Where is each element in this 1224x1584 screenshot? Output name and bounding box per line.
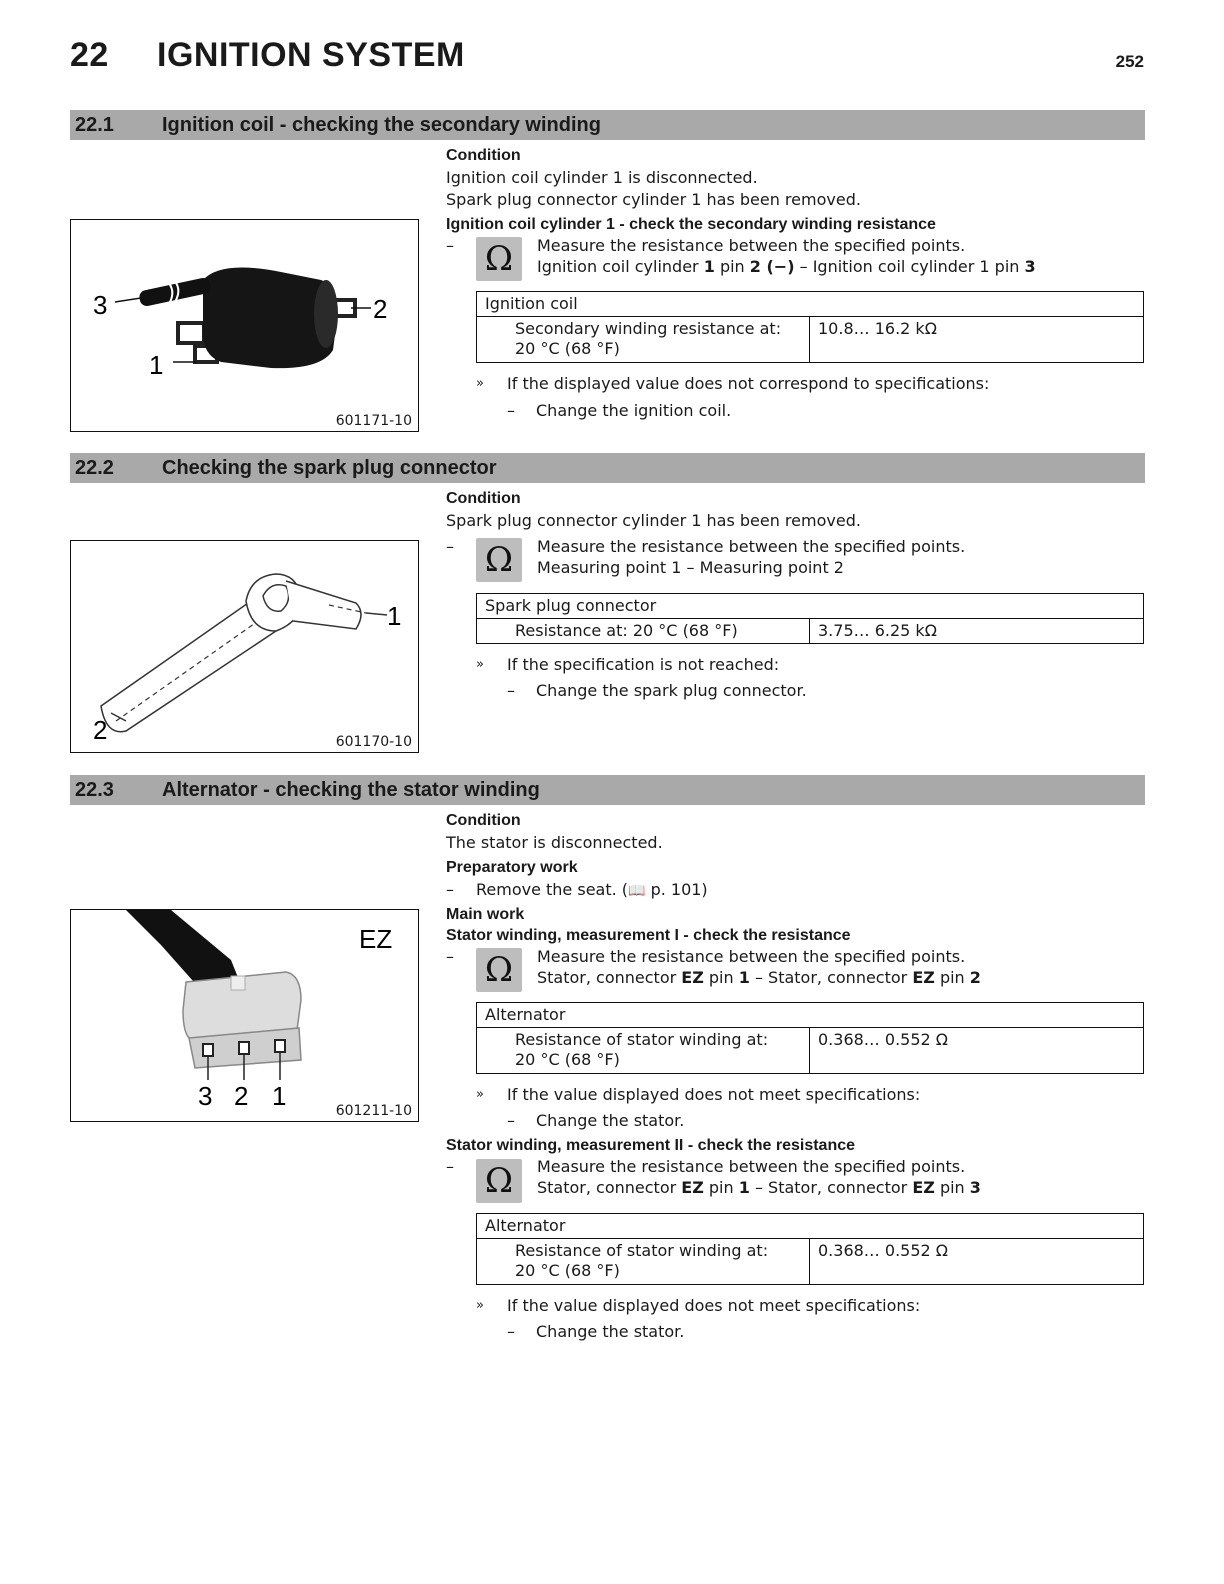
spec-table-header: Alternator [477, 1214, 1144, 1239]
action-text: Change the stator. [536, 1111, 685, 1130]
spec-table [476, 1213, 1144, 1285]
pin-2-label: 2 [234, 1081, 249, 1111]
ignition-coil-illustration [71, 220, 418, 431]
figure-code: 601170-10 [335, 734, 412, 750]
action-dash: – [507, 1111, 515, 1130]
condition-heading: Condition [446, 147, 521, 164]
stator-connector-illustration [71, 910, 418, 1121]
condition-line: The stator is disconnected. [446, 833, 663, 852]
condition-if: If the value displayed does not meet specifications: [507, 1085, 921, 1104]
figure-code: 601171-10 [335, 413, 412, 429]
spec-table-header: Alternator [477, 1003, 1144, 1028]
condition-heading: Condition [446, 812, 521, 829]
spec-table-header: Ignition coil [477, 292, 1144, 317]
callout-2: 2 [93, 715, 108, 745]
section-header-22-1 [70, 110, 1145, 140]
spec-label: Resistance of stator winding at: 20 °C (68 °F) [477, 1239, 810, 1285]
prep-dash: – [446, 880, 454, 899]
preparatory-heading: Preparatory work [446, 859, 578, 876]
condition-heading: Condition [446, 490, 521, 507]
callout-2: 2 [373, 294, 388, 324]
step-dash: – [446, 947, 454, 966]
section-number: 22.3 [75, 779, 114, 801]
ohmmeter-icon: Ω [476, 948, 522, 992]
measure-points: Stator, connector EZ pin 1 – Stator, connector EZ pin 2 [537, 968, 981, 987]
step-heading: Stator winding, measurement II - check the resistance [446, 1137, 856, 1154]
section-title: Checking the spark plug connector [162, 457, 497, 479]
action-text: Change the stator. [536, 1322, 685, 1341]
chapter-number: 22 [70, 36, 109, 74]
action-dash: – [507, 401, 515, 420]
action-dash: – [507, 1322, 515, 1341]
step-dash: – [446, 1157, 454, 1176]
callout-1: 1 [149, 350, 164, 380]
condition-line: Spark plug connector cylinder 1 has been removed. [446, 511, 861, 530]
bullet-marker: » [476, 657, 484, 672]
spec-value: 0.368… 0.552 Ω [810, 1239, 1144, 1285]
measure-points: Measuring point 1 – Measuring point 2 [537, 558, 844, 577]
condition-if: If the value displayed does not meet specifications: [507, 1296, 921, 1315]
prep-step: Remove the seat. (📖 p. 101) [476, 880, 708, 899]
chapter-title: IGNITION SYSTEM [157, 36, 465, 74]
step-heading: Stator winding, measurement I - check the resistance [446, 927, 851, 944]
section-header-22-3 [70, 775, 1145, 805]
pin-1-label: 1 [272, 1081, 287, 1111]
action-dash: – [507, 681, 515, 700]
spec-table [476, 1002, 1144, 1074]
page-reference[interactable]: p. 101) [650, 880, 708, 899]
ignition-coil-figure [70, 219, 419, 432]
connector-label: EZ [359, 924, 393, 954]
page-number: 252 [1115, 52, 1144, 71]
spec-value: 0.368… 0.552 Ω [810, 1028, 1144, 1074]
spec-value: 3.75… 6.25 kΩ [810, 619, 1144, 644]
bullet-marker: » [476, 1087, 484, 1102]
condition-line: Spark plug connector cylinder 1 has been removed. [446, 190, 861, 209]
spec-table-header: Spark plug connector [477, 594, 1144, 619]
section-title: Ignition coil - checking the secondary winding [162, 114, 601, 136]
measure-instruction: Measure the resistance between the specified points. [537, 1157, 966, 1176]
step-dash: – [446, 236, 454, 255]
figure-code: 601211-10 [335, 1103, 412, 1119]
section-number: 22.1 [75, 114, 114, 136]
callout-1: 1 [387, 601, 402, 631]
step-dash: – [446, 537, 454, 556]
pin-3-label: 3 [198, 1081, 213, 1111]
main-work-heading: Main work [446, 906, 525, 923]
condition-if: If the displayed value does not correspond to specifications: [507, 374, 990, 393]
action-text: Change the spark plug connector. [536, 681, 807, 700]
spec-value: 10.8… 16.2 kΩ [810, 317, 1144, 363]
measure-points: Stator, connector EZ pin 1 – Stator, connector EZ pin 3 [537, 1178, 981, 1197]
spec-label: Resistance of stator winding at: 20 °C (68 °F) [477, 1028, 810, 1074]
condition-if: If the specification is not reached: [507, 655, 780, 674]
section-header-22-2 [70, 453, 1145, 483]
spark-plug-connector-illustration [71, 541, 418, 752]
measure-instruction: Measure the resistance between the specified points. [537, 947, 966, 966]
spec-table [476, 593, 1144, 644]
callout-3: 3 [93, 290, 108, 320]
ohmmeter-icon: Ω [476, 237, 522, 281]
condition-line: Ignition coil cylinder 1 is disconnected. [446, 168, 758, 187]
measure-instruction: Measure the resistance between the specified points. [537, 537, 966, 556]
spec-label: Secondary winding resistance at: 20 °C (68 °F) [477, 317, 810, 363]
bullet-marker: » [476, 1298, 484, 1313]
step-heading: Ignition coil cylinder 1 - check the secondary winding resistance [446, 216, 936, 233]
section-title: Alternator - checking the stator winding [162, 779, 540, 801]
book-icon: 📖 [628, 883, 646, 899]
action-text: Change the ignition coil. [536, 401, 732, 420]
ohmmeter-icon: Ω [476, 538, 522, 582]
spec-label: Resistance at: 20 °C (68 °F) [477, 619, 810, 644]
spec-table [476, 291, 1144, 363]
section-number: 22.2 [75, 457, 114, 479]
ohmmeter-icon: Ω [476, 1159, 522, 1203]
spark-plug-connector-figure [70, 540, 419, 753]
stator-connector-figure [70, 909, 419, 1122]
bullet-marker: » [476, 376, 484, 391]
measure-instruction: Measure the resistance between the specified points. [537, 236, 966, 255]
measure-points: Ignition coil cylinder 1 pin 2 (−) – Ignition coil cylinder 1 pin 3 [537, 257, 1036, 276]
